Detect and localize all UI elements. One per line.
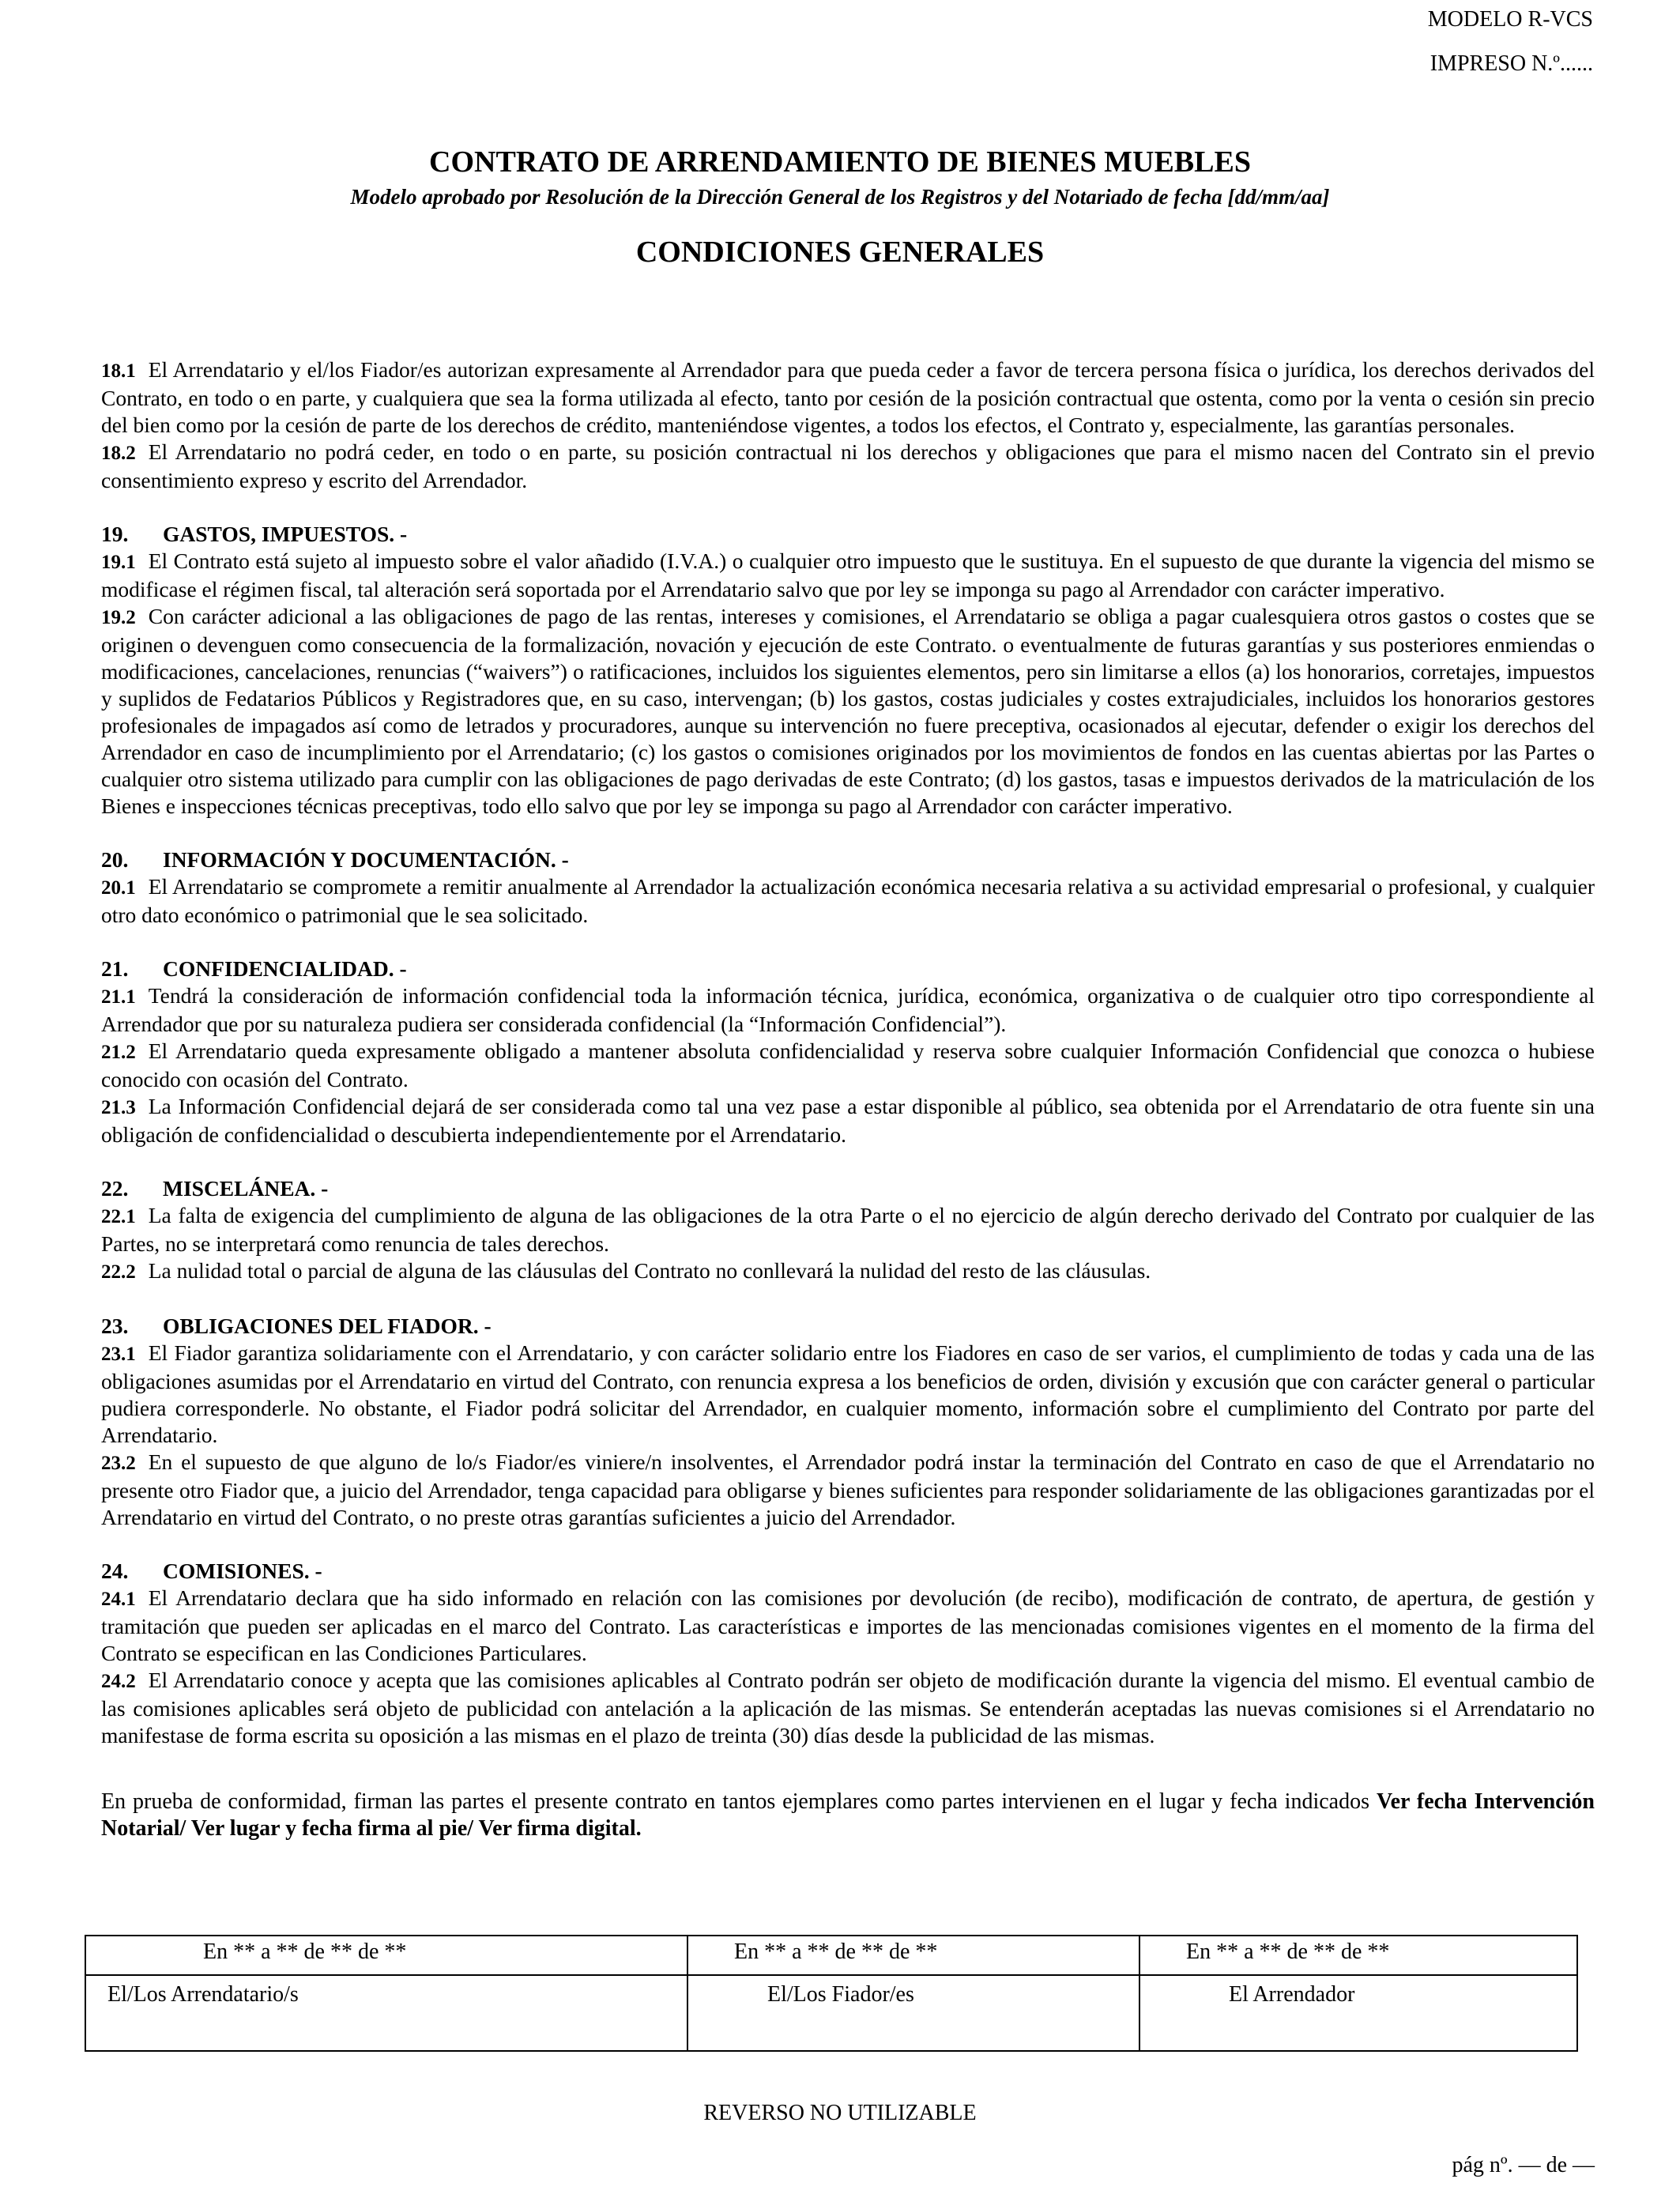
- clause-number: 19.1: [101, 552, 136, 573]
- clause-22-1: [101, 1202, 1595, 1257]
- section-19-heading: [101, 521, 1595, 548]
- section-23-heading: [101, 1313, 1595, 1340]
- clause-number: 20.1: [101, 877, 136, 899]
- document-title: CONTRATO DE ARRENDAMIENTO DE BIENES MUEBLES: [429, 145, 1251, 179]
- clause-text: El Fiador garantiza solidariamente con el Arrendatario, y con carácter solidario entre los Fiadores en caso de ser varios, el cumplimiento de todas y cada una de las obligaciones asumidas por el Arrendatario en virtud del Contrato, con renuncia expresa a los beneficios de orden, división y excusión que con carácter general o particular pudiera corresponderle. No obstante, el Fiador podrá solicitar del Arrendador, en cualquier momento, información sobre el cumplimiento del Contrato por parte del Arrendatario.: [101, 1340, 1595, 1447]
- section-title: OBLIGACIONES DEL FIADOR. -: [163, 1314, 492, 1338]
- clause-22-2: [101, 1257, 1595, 1286]
- clause-text: Tendrá la consideración de información confidencial toda la información técnica, jurídica, económica, organizativa o de cualquier otro tipo correspondiente al Arrendador que por su naturaleza pudiera ser considerada confidencial (la “Información Confidencial”).: [101, 983, 1595, 1036]
- signature-party-label: El/Los Arrendatario/s: [107, 1982, 299, 2007]
- section-21-heading: [101, 956, 1595, 982]
- clause-text: La falta de exigencia del cumplimiento de alguna de las obligaciones de la otra Parte o el no ejercicio de algún derecho derivado del Contrato por cualquier de las Partes, no se interpretará como renuncia de tales derechos.: [101, 1203, 1595, 1256]
- clause-21-1: [101, 982, 1595, 1038]
- signature-cell-arrendatario[interactable]: [85, 1975, 687, 2051]
- clause-21-2: [101, 1038, 1595, 1093]
- clause-number: 22.1: [101, 1206, 136, 1227]
- clause-text: En el supuesto de que alguno de lo/s Fiador/es viniere/n insolventes, el Arrendador podrá instar la terminación del Contrato en caso de que el Arrendatario no presente otro Fiador que, a juicio del Arrendador, tenga capacidad para obligarse y bienes suficientes para responder solidariamente de las obligaciones garantizadas por el Arrendatario en virtud del Contrato, o no preste otras garantías suficientes a juicio del Arrendador.: [101, 1449, 1595, 1529]
- signature-date-cell[interactable]: [687, 1936, 1139, 1975]
- signature-cell-arrendador[interactable]: [1139, 1975, 1577, 2051]
- signature-date: En ** a ** de ** de **: [203, 1940, 407, 1964]
- section-number: 19.: [101, 522, 129, 546]
- section-title: COMISIONES. -: [163, 1559, 322, 1583]
- section-title: MISCELÁNEA. -: [163, 1176, 329, 1201]
- signature-table: [85, 1935, 1578, 2052]
- closing-statement: [101, 1789, 1595, 1842]
- section-number: 21.: [101, 956, 129, 981]
- section-title: INFORMACIÓN Y DOCUMENTACIÓN. -: [163, 847, 569, 872]
- section-22-heading: [101, 1175, 1595, 1202]
- clause-number: 21.1: [101, 986, 136, 1008]
- clause-text: El Arrendatario y el/los Fiador/es autorizan expresamente al Arrendador para que pueda ceder a favor de tercera persona física o jurídica, los derechos derivados del Contrato, en todo o en parte, y cualquiera que sea la forma utilizada al efecto, tanto por cesión de la posición contractual que ostenta, como por la venta o cesión sin precio del bien como por la cesión de parte de los derechos de crédito, manteniéndose vigentes, a todos los efectos, el Contrato y, especialmente, las garantías personales.: [101, 357, 1595, 437]
- reverse-notice: REVERSO NO UTILIZABLE: [703, 2101, 977, 2125]
- clause-24-1: [101, 1585, 1595, 1667]
- clause-number: 21.2: [101, 1042, 136, 1063]
- section-20-heading: [101, 846, 1595, 873]
- clauses-body: [101, 356, 1595, 1842]
- section-number: 24.: [101, 1559, 129, 1583]
- form-number: IMPRESO N.º......: [1430, 51, 1593, 76]
- clause-number: 22.2: [101, 1261, 136, 1283]
- clause-24-2: [101, 1667, 1595, 1749]
- clause-19-1: [101, 548, 1595, 603]
- signature-date-cell[interactable]: [1139, 1936, 1577, 1975]
- clause-number: 18.2: [101, 443, 136, 464]
- signature-party-label: El Arrendador: [1229, 1982, 1355, 2007]
- model-code: MODELO R-VCS: [1427, 7, 1593, 32]
- closing-bold-text: Ver fecha Intervención Notarial/ Ver lugar y fecha firma al pie/ Ver firma digital.: [101, 1789, 1595, 1841]
- clause-number: 23.2: [101, 1453, 136, 1474]
- clause-20-1: [101, 873, 1595, 929]
- clause-text: El Arrendatario queda expresamente obligado a mantener absoluta confidencialidad y reserva sobre cualquier Información Confidencial que conozca o hubiese conocido con ocasión del Contrato.: [101, 1039, 1595, 1091]
- page-number: pág nº. — de —: [1452, 2153, 1595, 2177]
- section-number: 23.: [101, 1314, 129, 1338]
- clause-text: Con carácter adicional a las obligaciones de pago de las rentas, intereses y comisiones, el Arrendatario se obliga a pagar cualesquiera otros gastos o costes que se originen o devenguen como consecuencia de la formalización, novación y ejecución de este Contrato. o eventualmente de futuras garantías y sus posteriores enmiendas o modificaciones, cancelaciones, renuncias (“waivers”) o ratificaciones, incluidos los siguientes elementos, pero sin limitarse a ellos (a) los honorarios, corretajes, impuestos y suplidos de Fedatarios Públicos y Registradores que, en su caso, intervengan; (b) los gastos, costas judiciales y costes extrajudiciales, incluidos los honorarios gestores profesionales de impagados así como de letrados y procuradores, aunque su intervención no fuere preceptiva, ocasionados al ejecutar, defender o exigir los derechos del Arrendador en caso de incumplimiento por el Arrendatario; (c) los gastos o comisiones originados por los movimientos de fondos en las cuentas abiertas por las Partes o cualquier otro sistema utilizado para cumplir con las obligaciones de pago derivadas de este Contrato; (d) los gastos, tasas e impuestos derivados de la matriculación de los Bienes e inspecciones técnicas preceptivas, todo ello salvo que por ley se imponga su pago al Arrendador con carácter imperativo.: [101, 604, 1595, 818]
- clause-18-2: [101, 439, 1595, 494]
- clause-text: El Contrato está sujeto al impuesto sobre el valor añadido (I.V.A.) o cualquier otro impuesto que le sustituya. En el supuesto de que durante la vigencia del mismo se modificase el régimen fiscal, tal alteración será soportada por el Arrendatario salvo que por ley se imponga su pago al Arrendador con carácter imperativo.: [101, 548, 1595, 601]
- section-title: GASTOS, IMPUESTOS. -: [163, 522, 408, 546]
- section-title: CONFIDENCIALIDAD. -: [163, 956, 407, 981]
- clause-21-3: [101, 1093, 1595, 1148]
- signature-date-cell[interactable]: [85, 1936, 687, 1975]
- clause-text: El Arrendatario conoce y acepta que las comisiones aplicables al Contrato podrán ser objeto de modificación durante la vigencia del mismo. El eventual cambio de las comisiones aplicables será objeto de publicidad con antelación a la aplicación de las mismas. Se entenderán aceptadas las nuevas comisiones si el Arrendatario no manifestase de forma escrita su oposición a las mismas en el plazo de treinta (30) días desde la publicidad de las mismas.: [101, 1668, 1595, 1747]
- signature-party-label: El/Los Fiador/es: [767, 1982, 914, 2007]
- clause-text: El Arrendatario se compromete a remitir anualmente al Arrendador la actualización económica necesaria relativa a su actividad empresarial o profesional, y cualquier otro dato económico o patrimonial que le sea solicitado.: [101, 874, 1595, 927]
- signature-date: En ** a ** de ** de **: [734, 1940, 938, 1964]
- clause-19-2: [101, 603, 1595, 820]
- clause-text: El Arrendatario declara que ha sido informado en relación con las comisiones por devolución (de recibo), modificación de contrato, de apertura, de gestión y tramitación que pueden ser aplicadas en el marco del Contrato. Las características e importes de las mencionadas comisiones vigentes en el momento de la firma del Contrato se especifican en las Condiciones Particulares.: [101, 1585, 1595, 1665]
- clause-number: 19.2: [101, 607, 136, 628]
- clause-number: 24.2: [101, 1671, 136, 1692]
- clause-number: 21.3: [101, 1097, 136, 1118]
- section-heading: CONDICIONES GENERALES: [635, 236, 1045, 269]
- signature-cell-fiador[interactable]: [687, 1975, 1139, 2051]
- section-24-heading: [101, 1558, 1595, 1585]
- signature-date: En ** a ** de ** de **: [1186, 1940, 1390, 1964]
- clause-number: 23.1: [101, 1344, 136, 1365]
- clause-23-2: [101, 1449, 1595, 1531]
- clause-number: 18.1: [101, 360, 136, 382]
- clause-text: La Información Confidencial dejará de ser considerada como tal una vez pase a estar disponible al público, sea obtenida por el Arrendatario de otra fuente sin una obligación de confidencialidad o descubierta independientemente por el Arrendatario.: [101, 1094, 1595, 1147]
- document-subtitle: Modelo aprobado por Resolución de la Dirección General de los Registros y del Notariado de fecha [dd/mm/aa]: [350, 185, 1330, 209]
- clause-text: La nulidad total o parcial de alguna de las cláusulas del Contrato no conllevará la nulidad del resto de las cláusulas.: [148, 1258, 1151, 1283]
- section-number: 20.: [101, 847, 129, 872]
- clause-text: El Arrendatario no podrá ceder, en todo o en parte, su posición contractual ni los derechos y obligaciones que para el mismo nacen del Contrato sin el previo consentimiento expreso y escrito del Arrendador.: [101, 439, 1595, 492]
- clause-18-1: [101, 356, 1595, 439]
- closing-text: En prueba de conformidad, firman las partes el presente contrato en tantos ejemplares como partes intervienen en el lugar y fecha indicados: [101, 1789, 1369, 1814]
- section-number: 22.: [101, 1176, 129, 1201]
- clause-23-1: [101, 1340, 1595, 1449]
- clause-number: 24.1: [101, 1589, 136, 1610]
